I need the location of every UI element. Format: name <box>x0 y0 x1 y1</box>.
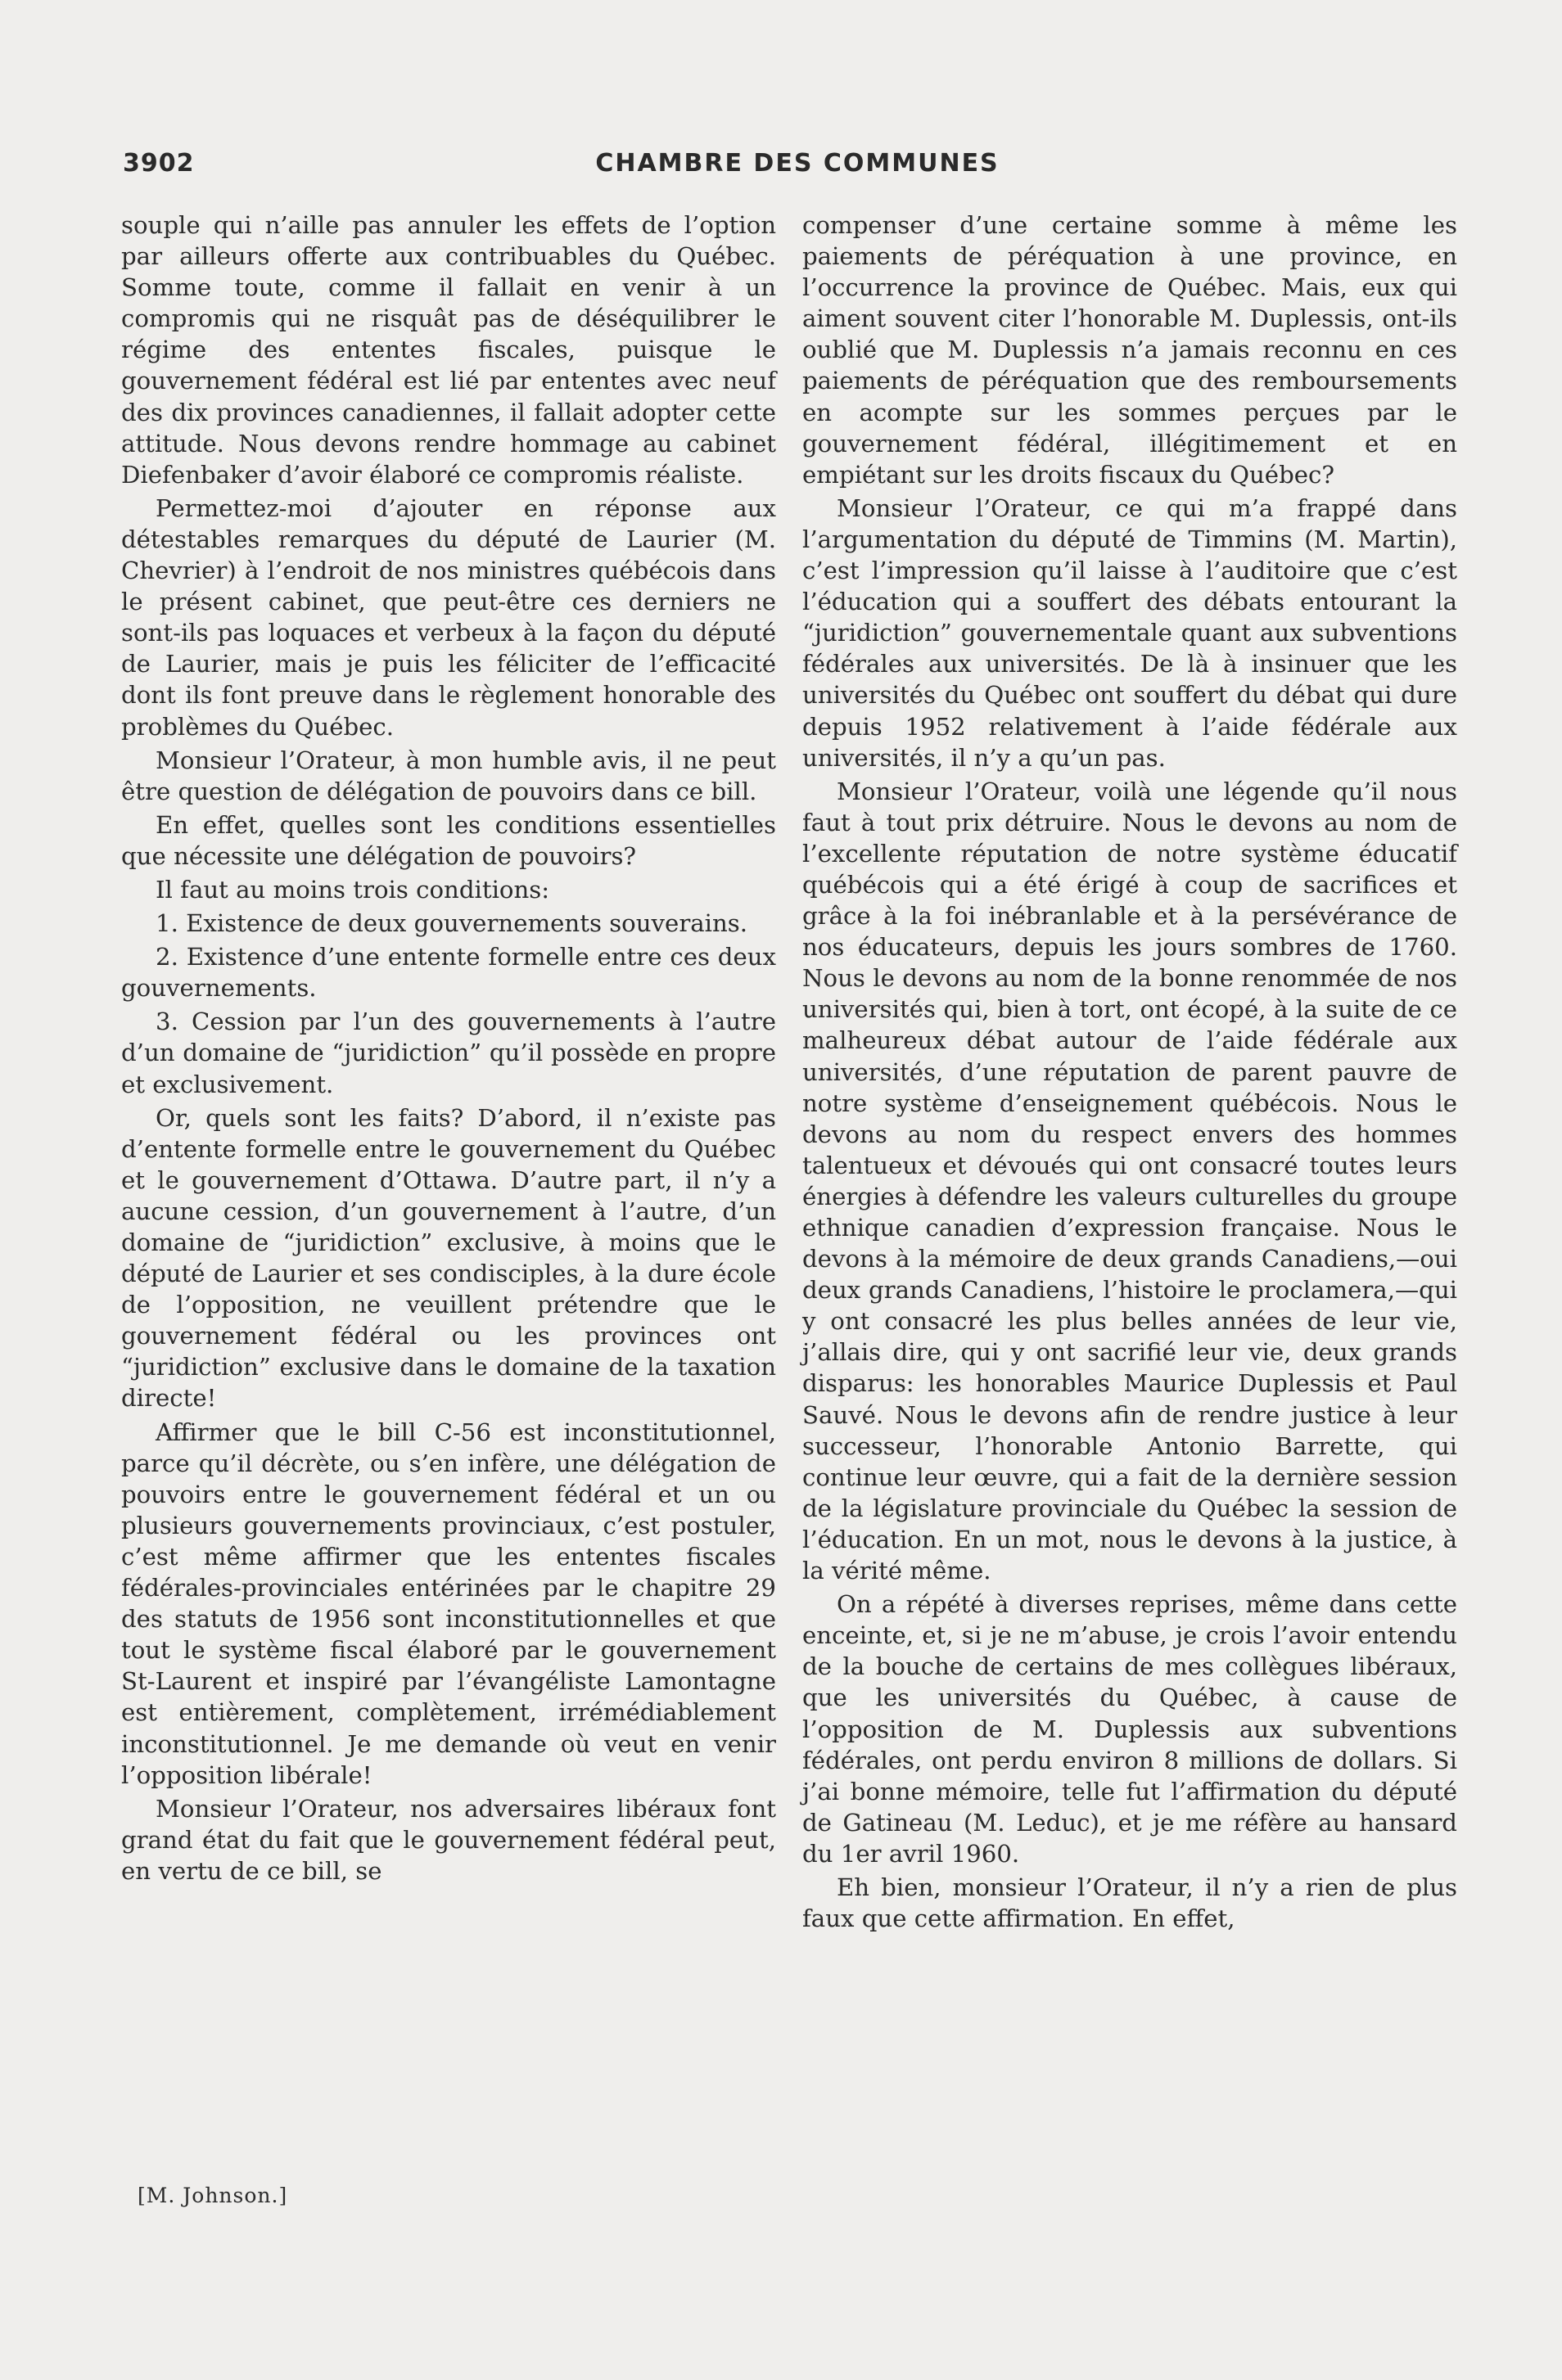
paragraph: Monsieur l’Orateur, nos adversaires libéraux font grand état du fait que le gouvernement fédéral peut, en vertu de ce bill, se <box>121 1794 776 1885</box>
page-header <box>123 149 1472 185</box>
paragraph: souple qui n’aille pas annuler les effets de l’option par ailleurs offerte aux contribuables du Québec. Somme toute, comme il fallait en venir à un compromis qui ne risquât pas de déséquilibrer le régime des ententes fiscales, puisque le gouvernement fédéral est lié par ententes avec neuf des dix provinces canadiennes, il fallait adopter cette attitude. Nous devons rendre hommage au cabinet Diefenbaker d’avoir élaboré ce compromis réaliste. <box>121 211 776 489</box>
paragraph: Il faut au moins trois conditions: <box>156 875 550 904</box>
list-item: 1. Existence de deux gouvernements souverains. <box>156 909 748 938</box>
running-title: CHAMBRE DES COMMUNES <box>595 149 1000 178</box>
paragraph: Or, quels sont les faits? D’abord, il n’existe pas d’entente formelle entre le gouvernement du Québec et le gouvernement d’Ottawa. D’autre part, il n’y a aucune cession, d’un gouvernement à l’autre, d’un domaine de “juridiction” exclusive, à moins que le député de Laurier et ses condisciples, à la dure école de l’opposition, ne veuillent prétendre que le gouvernement fédéral ou les provinces ont “juridiction” exclusive dans le domaine de la taxation directe! <box>121 1103 776 1413</box>
paragraph: Eh bien, monsieur l’Orateur, il n’y a rien de plus faux que cette affirmation. En effet, <box>802 1873 1457 1933</box>
paragraph: Permettez-moi d’ajouter en réponse aux détestables remarques du député de Laurier (M. Chevrier) à l’endroit de nos ministres québécois dans le présent cabinet, que peut-être ces derniers ne sont-ils pas loquaces et verbeux à la façon du député de Laurier, mais je puis les féliciter de l’efficacité dont ils font preuve dans le règlement honorable des problèmes du Québec. <box>121 494 776 741</box>
paragraph: Monsieur l’Orateur, ce qui m’a frappé dans l’argumentation du député de Timmins (M. Martin), c’est l’impression qu’il laisse à l’auditoire que c’est l’éducation qui a souffert des débats entourant la “juridiction” gouvernementale quant aux subventions fédérales aux universités. De là à insinuer que les universités du Québec ont souffert du débat qui dure depuis 1952 relativement à l’aide fédérale aux universités, il n’y a qu’un pas. <box>802 494 1457 772</box>
paragraph: compenser d’une certaine somme à même les paiements de péréquation à une province, en l’occurrence la province de Québec. Mais, eux qui aiment souvent citer l’honorable M. Duplessis, ont-ils oublié que M. Duplessis n’a jamais reconnu en ces paiements de péréquation que des remboursements en acompte sur les sommes perçues par le gouvernement fédéral, illégitimement et en empiétant sur les droits fiscaux du Québec? <box>802 211 1457 489</box>
paragraph: Affirmer que le bill C-56 est inconstitutionnel, parce qu’il décrète, ou s’en infère, une délégation de pouvoirs entre le gouvernement fédéral et un ou plusieurs gouvernements provinciaux, c’est postuler, c’est même affirmer que les ententes fiscales fédérales-provinciales entérinées par le chapitre 29 des statuts de 1956 sont inconstitutionnelles et que tout le système fiscal élaboré par le gouvernement St-Laurent et inspiré par l’évangéliste Lamontagne est entièrement, complètement, irrémédiablement inconstitutionnel. Je me demande où veut en venir l’opposition libérale! <box>121 1418 776 1789</box>
paragraph: Monsieur l’Orateur, voilà une légende qu’il nous faut à tout prix détruire. Nous le devons au nom de l’excellente réputation de notre système éducatif québécois qui a été érigé à coup de sacrifices et grâce à la foi inébranlable et à la persévérance de nos éducateurs, depuis les jours sombres de 1760. Nous le devons au nom de la bonne renommée de nos universités qui, bien à tort, ont écopé, à la suite de ce malheureux débat autour de l’aide fédérale aux universités, d’une réputation de parent pauvre de notre système d’enseignement québécois. Nous le devons au nom du respect envers des hommes talentueux et dévoués qui ont consacré toutes leurs énergies à défendre les valeurs culturelles du groupe ethnique canadien d’expression française. Nous le devons à la mémoire de deux grands Canadiens,—oui deux grands Canadiens, l’histoire le proclamera,—qui y ont consacré les plus belles années de leur vie, j’allais dire, qui y ont sacrifié leur vie, deux grands disparus: les honorables Maurice Duplessis et Paul Sauvé. Nous le devons afin de rendre justice à leur successeur, l’honorable Antonio Barrette, qui continue leur œuvre, qui a fait de la dernière session de la législature provinciale du Québec la session de l’éducation. En un mot, nous le devons à la justice, à la vérité même. <box>802 777 1457 1585</box>
paragraph: Monsieur l’Orateur, à mon humble avis, il ne peut être question de délégation de pouvoirs dans ce bill. <box>121 746 776 805</box>
paragraph: En effet, quelles sont les conditions essentielles que nécessite une délégation de pouvoirs? <box>121 810 776 870</box>
list-item: 3. Cession par l’un des gouvernements à l’autre d’un domaine de “juridiction” qu’il possède en propre et exclusivement. <box>121 1007 776 1098</box>
speaker-reference: [M. Johnson.] <box>138 2184 288 2207</box>
list-item: 2. Existence d’une entente formelle entre ces deux gouvernements. <box>121 943 776 1003</box>
paragraph: On a répété à diverses reprises, même dans cette enceinte, et, si je ne m’abuse, je crois l’avoir entendu de la bouche de certains de mes collègues libéraux, que les universités du Québec, à cause de l’opposition de M. Duplessis aux subventions fédérales, ont perdu environ 8 millions de dollars. Si j’ai bonne mémoire, telle fut l’affirmation du député de Gatineau (M. Leduc), et je me réfère au hansard du 1er avril 1960. <box>802 1590 1457 1868</box>
left-column <box>121 210 776 1889</box>
right-column <box>802 210 1457 1936</box>
page-number: 3902 <box>123 149 195 178</box>
